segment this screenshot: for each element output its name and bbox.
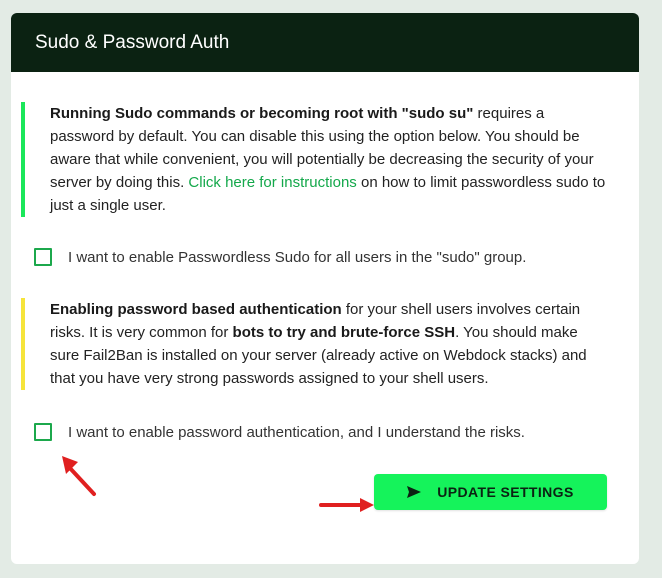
sudo-info-note: [21, 102, 606, 217]
update-settings-label: UPDATE SETTINGS: [437, 484, 574, 500]
password-auth-label[interactable]: I want to enable password authentication, and I understand the risks.: [68, 423, 525, 441]
card-header: [11, 13, 639, 72]
instructions-link[interactable]: Click here for instructions: [188, 174, 357, 191]
sudo-note-text-end: on how to limit passwordless sudo to just a single user.: [50, 174, 606, 214]
password-note-bold: Enabling password based authentication: [50, 301, 342, 318]
annotation-arrow-button-icon: [318, 496, 376, 514]
password-note-text: for your shell users involves certain risks. It is very common for: [50, 301, 581, 341]
passwordless-sudo-checkbox[interactable]: [34, 248, 52, 266]
sudo-note-text: requires a password by default. You can disable this using the option below. You should be aware that while convenient, you will potentially be decreasing the security of your server by doing this.: [50, 105, 594, 191]
password-note-text-end: . You should make sure Fail2Ban is installed on your server (already active on Webdock stacks) and that you have very strong passwords assigned to your shell users.: [50, 324, 587, 387]
sudo-note-bold: Running Sudo commands or becoming root with "sudo su": [50, 105, 474, 122]
card-title: Sudo & Password Auth: [35, 31, 230, 53]
passwordless-sudo-label[interactable]: I want to enable Passwordless Sudo for all users in the "sudo" group.: [68, 248, 527, 266]
password-auth-row[interactable]: [34, 423, 525, 441]
send-icon: [407, 486, 421, 498]
password-auth-warning-note: [21, 298, 606, 390]
password-auth-checkbox[interactable]: [34, 423, 52, 441]
password-note-bold-2: bots to try and brute-force SSH: [232, 324, 456, 341]
update-settings-button[interactable]: [374, 474, 607, 510]
annotation-arrow-checkbox-icon: [56, 452, 100, 500]
passwordless-sudo-row[interactable]: [34, 248, 526, 266]
